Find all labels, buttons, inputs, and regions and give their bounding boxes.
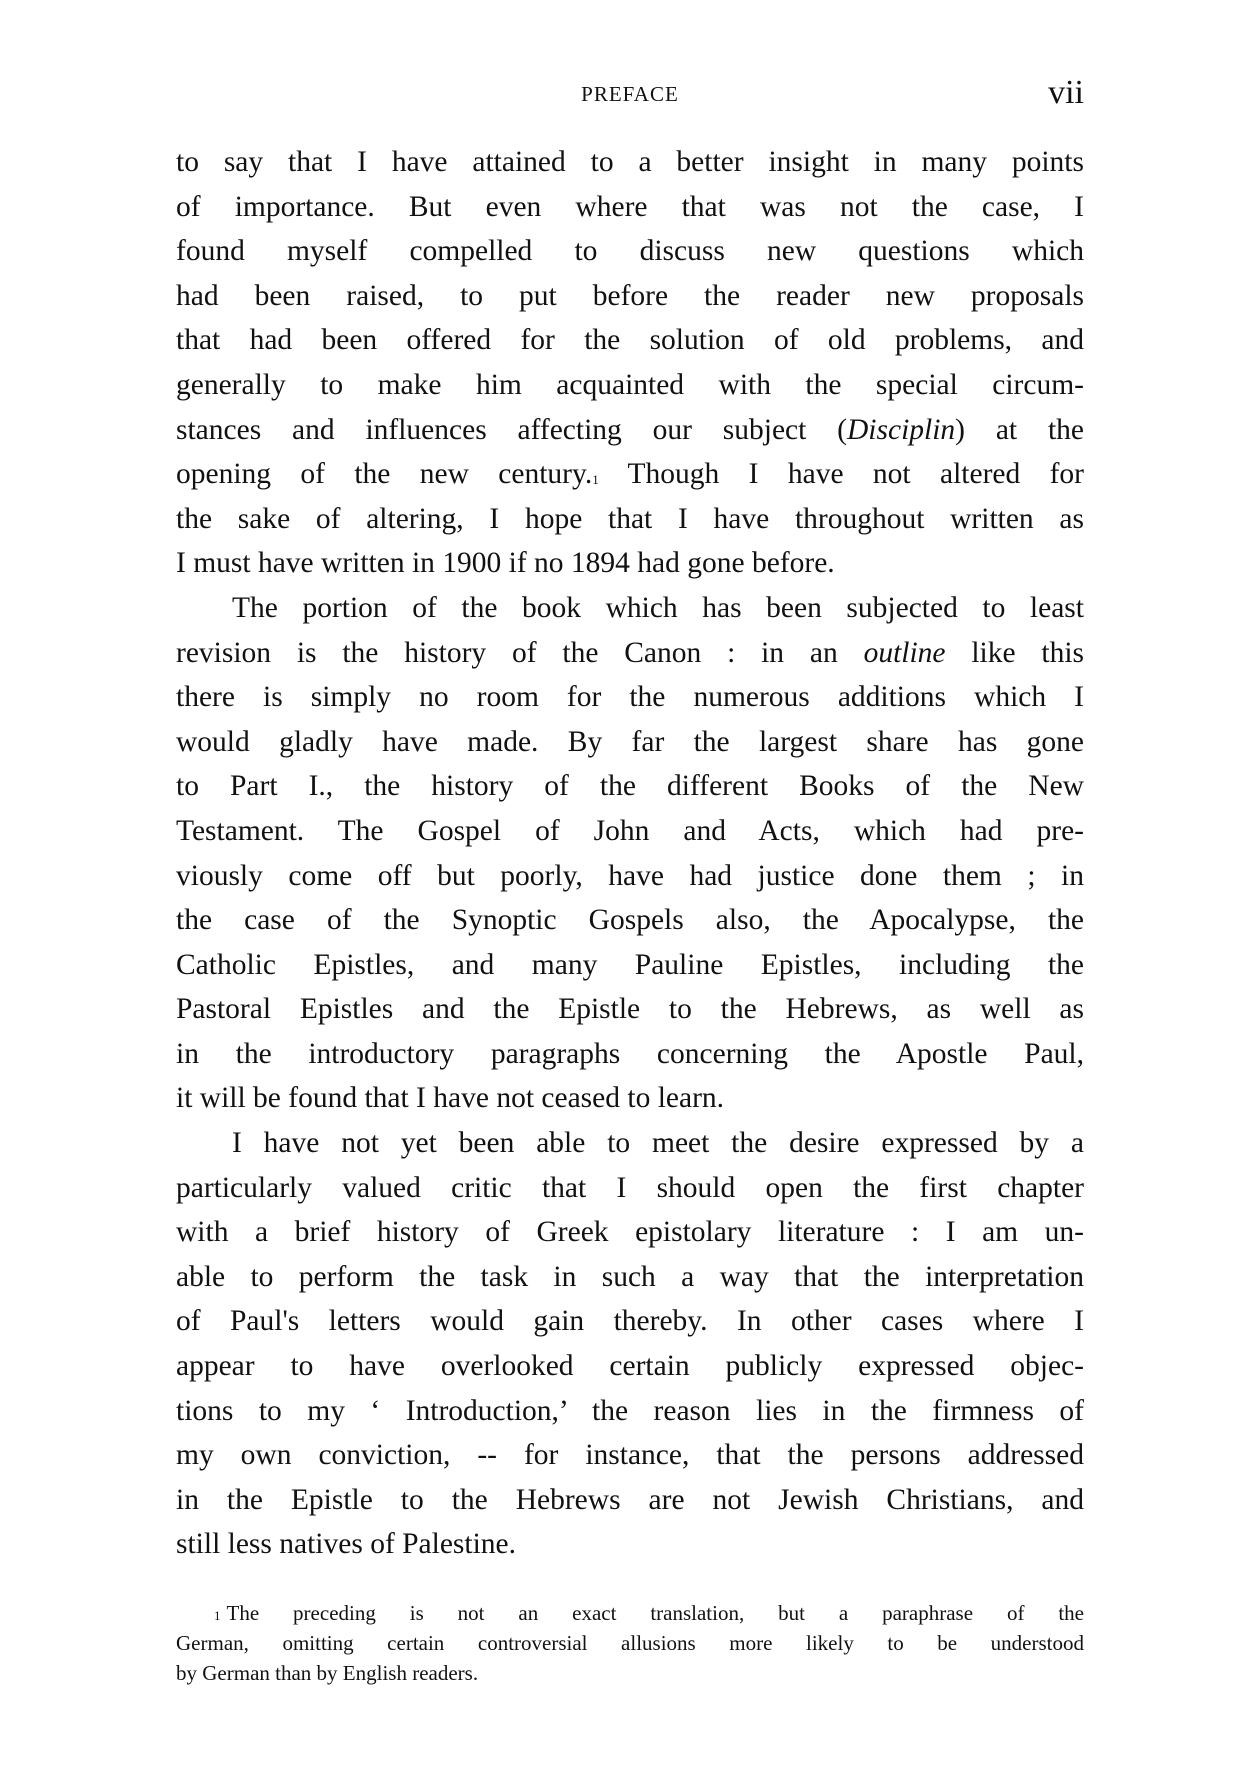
text-line-with-footnote-ref: [176, 452, 1084, 497]
text-segment: stances and influences affecting our subject (: [176, 413, 847, 446]
text-line: with a brief history of Greek epistolary literature : I am un-: [176, 1216, 1084, 1249]
text-line: had been raised, to put before the reader new proposals: [176, 279, 1084, 312]
text-line: it will be found that I have not ceased to learn.: [176, 1082, 725, 1115]
text-line-with-italic: [176, 408, 1084, 453]
paragraph-3: [176, 1121, 1084, 1567]
text-line: tions to my ‘ Introduction,’ the reason lies in the firmness of: [176, 1394, 1084, 1427]
running-head: [176, 70, 1084, 110]
text-line: Testament. The Gospel of John and Acts, which had pre-: [176, 814, 1084, 847]
italic-term: Disciplin: [847, 413, 956, 446]
text-line: found myself compelled to discuss new questions which: [176, 235, 1084, 268]
text-line: Catholic Epistles, and many Pauline Epistles, including the: [176, 948, 1084, 981]
footnote-text: The preceding is not an exact translation, but a paraphrase of the: [226, 1601, 1084, 1625]
page-number: vii: [1048, 74, 1084, 111]
text-line: I have not yet been able to meet the desire expressed by a: [232, 1127, 1084, 1160]
text-line: would gladly have made. By far the largest share has gone: [176, 725, 1084, 758]
text-segment: like this: [945, 636, 1085, 669]
text-line: particularly valued critic that I should open the first chapter: [176, 1171, 1084, 1204]
text-segment: revision is the history of the Canon : in an: [176, 636, 864, 669]
footnote-line: German, omitting certain controversial allusions more likely to be understood: [176, 1631, 1084, 1655]
italic-term: outline: [863, 636, 946, 669]
footnote: [176, 1598, 1084, 1688]
text-line: viously come off but poorly, have had justice done them ; in: [176, 859, 1084, 892]
footnote-line: [176, 1598, 1084, 1628]
text-line: the sake of altering, I hope that I have throughout written as: [176, 502, 1084, 535]
text-line: appear to have overlooked certain publicly expressed objec-: [176, 1350, 1084, 1383]
text-segment: opening of the new century.: [176, 458, 593, 491]
text-segment: Though I have not altered for: [598, 458, 1085, 491]
text-line: still less natives of Palestine.: [176, 1528, 517, 1561]
text-line: the case of the Synoptic Gospels also, the Apocalypse, the: [176, 904, 1084, 937]
text-line: there is simply no room for the numerous additions which I: [176, 681, 1084, 714]
text-line-with-italic: [176, 631, 1084, 676]
running-title: PREFACE: [581, 82, 679, 106]
text-line: The portion of the book which has been subjected to least: [232, 591, 1084, 624]
text-line: I must have written in 1900 if no 1894 had gone before.: [176, 547, 835, 580]
text-line: Pastoral Epistles and the Epistle to the Hebrews, as well as: [176, 993, 1084, 1026]
text-line: in the Epistle to the Hebrews are not Jewish Christians, and: [176, 1483, 1084, 1516]
text-line: that had been offered for the solution of old problems, and: [176, 324, 1084, 357]
footnote-reference[interactable]: 1: [592, 472, 599, 488]
text-line: able to perform the task in such a way that the interpretation: [176, 1260, 1084, 1293]
text-line: my own conviction, -- for instance, that the persons addressed: [176, 1439, 1084, 1472]
paragraph-2: [176, 586, 1084, 1121]
footnote-line: by German than by English readers.: [176, 1661, 479, 1685]
text-line: to Part I., the history of the different Books of the New: [176, 770, 1084, 803]
text-segment: ) at the: [955, 413, 1084, 446]
text-line: in the introductory paragraphs concerning the Apostle Paul,: [176, 1037, 1084, 1070]
text-line: to say that I have attained to a better insight in many points: [176, 146, 1084, 178]
paragraph-1: [176, 140, 1084, 586]
body-text: [176, 140, 1084, 1567]
text-line: of Paul's letters would gain thereby. In other cases where I: [176, 1305, 1084, 1338]
footnote-mark: 1: [214, 1608, 221, 1623]
text-line: of importance. But even where that was not the case, I: [176, 190, 1084, 223]
text-line: generally to make him acquainted with the special circum-: [176, 368, 1084, 401]
